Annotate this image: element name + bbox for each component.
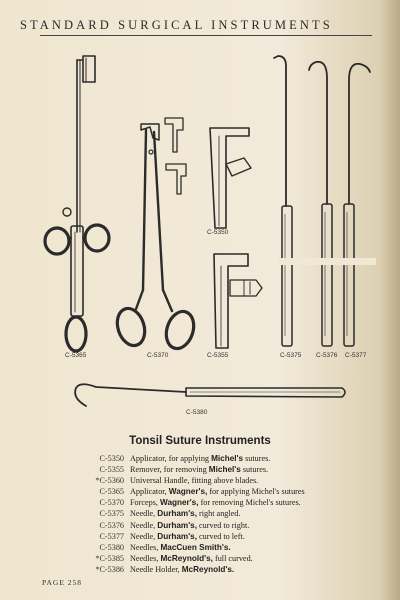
item-code: C-5380 [99, 542, 124, 552]
item-description: Needle, Durham's, right angled. [130, 509, 241, 519]
item-code: C-5355 [99, 465, 124, 475]
needle-durham-curved-right-illustration [309, 62, 332, 346]
item-description: Needles, MacCuen Smith's. [130, 542, 231, 552]
list-item [78, 453, 378, 464]
figure-code: C-5370 [147, 352, 169, 359]
list-item [78, 542, 378, 553]
page-number: PAGE 258 [42, 578, 83, 587]
item-description: Forceps, Wagner's, for removing Michel's sutures. [130, 498, 301, 508]
item-code: C-5370 [99, 498, 124, 508]
item-description: Applicator, for applying Michel's sutures. [130, 454, 271, 463]
item-description: Remover, for removing Michel's sutures. [130, 465, 269, 475]
item-code: *C-5385 [95, 553, 124, 563]
figure-code: C-5365 [65, 352, 87, 359]
needle-durham-curved-left-illustration [344, 64, 370, 346]
remover-michel-illustration [214, 254, 262, 348]
list-item [78, 486, 378, 497]
list-item [78, 508, 378, 519]
item-description: Needle, Durham's, curved to left. [130, 531, 245, 541]
item-description: Needle, Durham's, curved to right. [130, 520, 250, 530]
list-item [78, 564, 378, 575]
figure-code: C-5376 [316, 352, 338, 359]
item-code: *C-5360 [95, 476, 124, 486]
item-description: Universal Handle, fitting above blades. [130, 476, 259, 486]
forceps-wagner-illustration [113, 118, 198, 352]
item-description: Applicator, Wagner's, for applying Michel's sutures [130, 487, 305, 497]
item-code: C-5377 [99, 531, 124, 541]
figure-code: C-5350 [207, 229, 229, 236]
section-title: Tonsil Suture Instruments [129, 435, 271, 447]
list-item [78, 531, 378, 542]
list-item [78, 520, 378, 531]
list-item [78, 464, 378, 475]
list-item [78, 553, 378, 564]
figure-code: C-5375 [280, 352, 302, 359]
item-code: C-5365 [99, 487, 124, 497]
needle-maccuen-smith-illustration [75, 384, 345, 406]
item-code: *C-5386 [95, 564, 124, 574]
item-code: C-5376 [99, 520, 124, 530]
figure-code: C-5355 [207, 352, 229, 359]
item-description: Needles, McReynold's, full curved. [130, 553, 253, 563]
item-description: Needle Holder, McReynold's. [130, 564, 235, 574]
applicator-wagner-illustration [45, 56, 109, 351]
list-item [78, 497, 378, 508]
page-header: STANDARD SURGICAL INSTRUMENTS [20, 18, 333, 32]
item-code: C-5375 [99, 509, 124, 519]
item-list [78, 453, 378, 575]
item-code: C-5350 [99, 454, 124, 463]
figure-code: C-5377 [345, 352, 367, 359]
list-item [78, 475, 378, 486]
needle-durham-right-angled-illustration [274, 56, 292, 346]
figure-code: C-5380 [186, 409, 208, 416]
applicator-michel-illustration [210, 128, 251, 228]
